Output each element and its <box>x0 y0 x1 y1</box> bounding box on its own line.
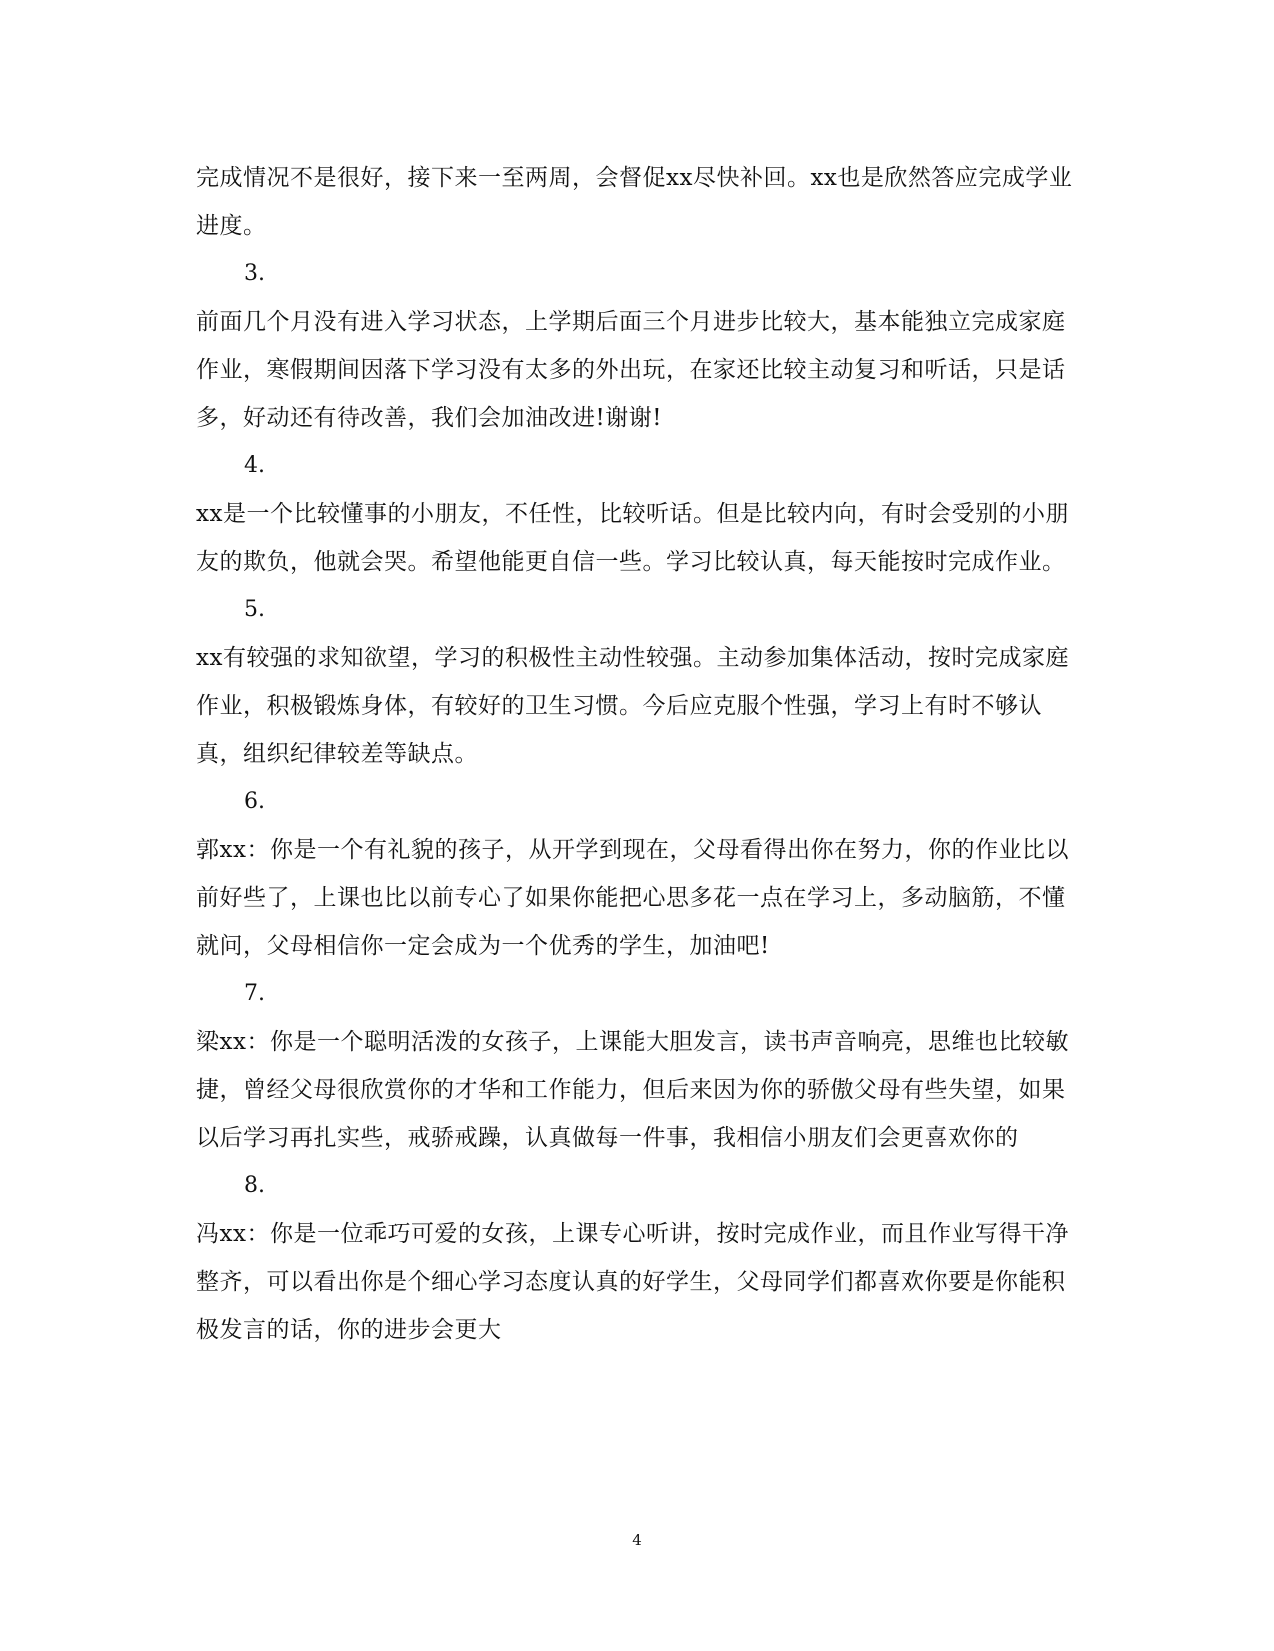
item-number: 6. <box>244 789 265 814</box>
paragraph: xx是一个比较懂事的小朋友，不任性，比较听话。但是比较内向，有时会受别的小朋友的欺负，他就会哭。希望他能更自信一些。学习比较认真，每天能按时完成作业。 <box>196 501 1069 575</box>
paragraph: 冯xx：你是一位乖巧可爱的女孩，上课专心听讲，按时完成作业，而且作业写得干净整齐，可以看出你是个细心学习态度认真的好学生，父母同学们都喜欢你要是你能积极发言的话，你的进步会更大 <box>196 1221 1069 1343</box>
item-number: 8. <box>244 1173 265 1198</box>
item-number: 5. <box>244 597 265 622</box>
paragraph: 梁xx：你是一个聪明活泼的女孩子，上课能大胆发言，读书声音响亮，思维也比较敏捷，曾经父母很欣赏你的才华和工作能力，但后来因为你的骄傲父母有些失望，如果以后学习再扎实些，戒骄戒躁，认真做每一件事，我相信小朋友们会更喜欢你的 <box>196 1029 1069 1151</box>
paragraph: 前面几个月没有进入学习状态，上学期后面三个月进步比较大，基本能独立完成家庭作业，寒假期间因落下学习没有太多的外出玩，在家还比较主动复习和听话，只是话多，好动还有待改善，我们会加油改进!谢谢! <box>196 309 1066 431</box>
paragraph: 完成情况不是很好，接下来一至两周，会督促xx尽快补回。xx也是欣然答应完成学业进度。 <box>196 165 1073 239</box>
document-body <box>196 154 1076 1354</box>
item-number: 3. <box>244 261 265 286</box>
item-number: 7. <box>244 981 265 1006</box>
paragraph: 郭xx：你是一个有礼貌的孩子，从开学到现在，父母看得出你在努力，你的作业比以前好些了，上课也比以前专心了如果你能把心思多花一点在学习上，多动脑筋，不懂就问，父母相信你一定会成为一个优秀的学生，加油吧! <box>196 837 1069 959</box>
item-number: 4. <box>244 453 265 478</box>
page-number: 4 <box>632 1531 642 1549</box>
paragraph: xx有较强的求知欲望，学习的积极性主动性较强。主动参加集体活动，按时完成家庭作业，积极锻炼身体，有较好的卫生习惯。今后应克服个性强，学习上有时不够认真，组织纪律较差等缺点。 <box>196 645 1069 767</box>
